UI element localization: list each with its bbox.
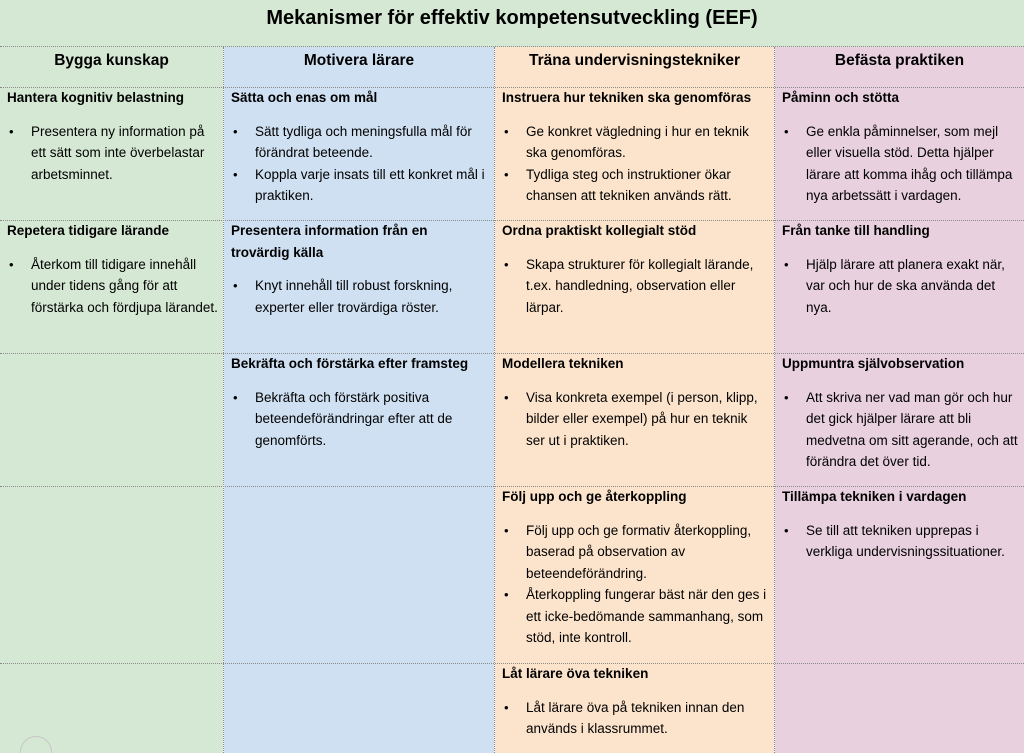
bullet-icon: • — [233, 278, 238, 293]
bullet-icon: • — [233, 123, 238, 139]
bullet-text: Sätt tydliga och meningsfulla mål för förändrat beteende. — [255, 123, 472, 160]
column-heading-motivera-larare: Motivera lärare — [303, 52, 415, 69]
table-cell — [502, 353, 769, 451]
list-item — [231, 275, 489, 318]
column-divider — [223, 47, 224, 753]
list-item — [7, 254, 218, 319]
list-item — [502, 584, 769, 649]
cell-title: Från tanke till handling — [782, 223, 930, 238]
bullet-list — [782, 387, 1019, 473]
table-cell — [782, 353, 1019, 473]
table-cell — [7, 87, 218, 185]
table-cell — [502, 87, 769, 207]
bullet-icon: • — [504, 522, 509, 538]
bullet-icon: • — [784, 256, 789, 272]
cell-title: Uppmuntra självobservation — [782, 356, 965, 371]
list-item — [502, 164, 769, 207]
list-item — [231, 387, 489, 452]
bullet-list — [502, 387, 769, 452]
bullet-text: Att skriva ner vad man gör och hur det gick hjälper lärare att bli medvetna om sitt agerande, och att förändra det över tid. — [806, 389, 1018, 469]
list-item — [7, 121, 218, 186]
list-item — [782, 387, 1019, 473]
table-cell — [231, 353, 489, 451]
bullet-icon: • — [504, 166, 509, 182]
cell-title: Låt lärare öva tekniken — [502, 666, 649, 681]
cell-title: Instruera hur tekniken ska genomföras — [502, 90, 752, 105]
bullet-icon: • — [504, 256, 509, 272]
bullet-list — [782, 254, 1019, 319]
column-divider — [774, 47, 775, 753]
bullet-text: Presentera ny information på ett sätt som inte överbelastar arbetsminnet. — [31, 123, 205, 182]
table-cell — [231, 87, 489, 207]
bullet-list — [502, 121, 769, 207]
column-heading-bygga-kunskap: Bygga kunskap — [54, 52, 169, 69]
table-cell — [782, 87, 1019, 207]
table-cell — [502, 486, 769, 649]
column-divider — [494, 47, 495, 753]
cell-title: Bekräfta och förstärka efter framsteg — [231, 356, 469, 371]
bullet-list — [7, 121, 218, 186]
bullet-list — [782, 121, 1019, 207]
cell-title: Sätta och enas om mål — [231, 90, 378, 105]
column-heading-befasta-praktiken: Befästa praktiken — [834, 52, 965, 69]
table-cell — [782, 220, 1019, 318]
bullet-icon: • — [504, 123, 509, 139]
table-cell — [782, 486, 1019, 563]
bullet-text: Återkoppling fungerar bäst när den ges i ett icke-bedömande sammanhang, som stöd, inte kontroll. — [526, 587, 767, 645]
bullet-text: Bekräfta och förstärk positiva beteendeförändringar efter att de genomförts. — [255, 389, 453, 448]
bullet-text: Visa konkreta exempel (i person, klipp, bilder eller exempel) på hur en teknik ser ut i praktiken. — [526, 389, 758, 448]
cell-title: Modellera tekniken — [502, 356, 624, 371]
bullet-text: Se till att tekniken upprepas i verkliga undervisningssituationer. — [806, 522, 1005, 559]
bullet-icon: • — [233, 389, 238, 405]
list-item — [502, 121, 769, 164]
bullet-icon: • — [9, 256, 14, 272]
table-cell — [502, 220, 769, 318]
bullet-text: Knyt innehåll till robust forskning, experter eller trovärdiga röster. — [255, 278, 453, 315]
list-item — [231, 164, 489, 207]
bullet-icon: • — [784, 389, 789, 405]
bullet-list — [502, 254, 769, 319]
list-item — [782, 254, 1019, 319]
bullet-text: Tydliga steg och instruktioner ökar chansen att tekniken används rätt. — [526, 166, 732, 203]
cell-title: Tillämpa tekniken i vardagen — [782, 489, 967, 504]
cell-title: Repetera tidigare lärande — [7, 223, 170, 238]
list-item — [782, 121, 1019, 207]
list-item — [782, 520, 1019, 563]
table-cell — [502, 663, 769, 740]
bullet-icon: • — [504, 587, 509, 602]
cell-title: Presentera information från en trovärdig källa — [231, 223, 428, 260]
bullet-text: Följ upp och ge formativ återkoppling, baserad på observation av beteendeförändring. — [526, 522, 752, 581]
bullet-icon: • — [233, 166, 238, 182]
bullet-list — [7, 254, 218, 319]
bullet-text: Skapa strukturer för kollegialt lärande, t.ex. handledning, observation eller lärpar. — [526, 256, 754, 315]
column-heading-trana-undervisningstekniker: Träna undervisningstekniker — [528, 52, 741, 69]
bullet-text: Återkom till tidigare innehåll under tidens gång för att förstärka och fördjupa lärandet. — [31, 256, 218, 315]
bullet-list — [502, 520, 769, 649]
bullet-icon: • — [784, 123, 789, 139]
bullet-list — [782, 520, 1019, 563]
bullet-text: Låt lärare öva på tekniken innan den används i klassrummet. — [526, 699, 745, 736]
bullet-text: Hjälp lärare att planera exakt när, var och hur de ska använda det nya. — [806, 256, 1005, 315]
table-cell — [7, 220, 218, 318]
bullet-list — [231, 275, 489, 318]
cell-title: Ordna praktiskt kollegialt stöd — [502, 223, 697, 238]
bullet-icon: • — [9, 123, 14, 139]
list-item — [502, 254, 769, 319]
bullet-icon: • — [504, 699, 509, 715]
cell-title: Påminn och stötta — [782, 90, 900, 105]
bullet-icon: • — [784, 522, 789, 538]
table-cell — [231, 220, 489, 318]
bullet-icon: • — [504, 389, 509, 405]
list-item — [502, 520, 769, 585]
list-item — [502, 387, 769, 452]
bullet-text: Ge enkla påminnelser, som mejl eller visuella stöd. Detta hjälper lärare att komma ihåg och tillämpa nya arbetssätt i vardagen. — [806, 123, 1013, 203]
cell-title: Följ upp och ge återkoppling — [502, 489, 687, 504]
list-item — [502, 697, 769, 740]
bullet-text: Koppla varje insats till ett konkret mål i praktiken. — [255, 166, 485, 203]
bullet-list — [502, 697, 769, 740]
list-item — [231, 121, 489, 164]
cell-title: Hantera kognitiv belastning — [7, 90, 185, 105]
bullet-list — [231, 121, 489, 207]
table-title: Mekanismer för effektiv kompetensutveckling (EEF) — [0, 0, 1024, 47]
bullet-list — [231, 387, 489, 452]
bullet-text: Ge konkret vägledning i hur en teknik ska genomföras. — [526, 123, 749, 160]
